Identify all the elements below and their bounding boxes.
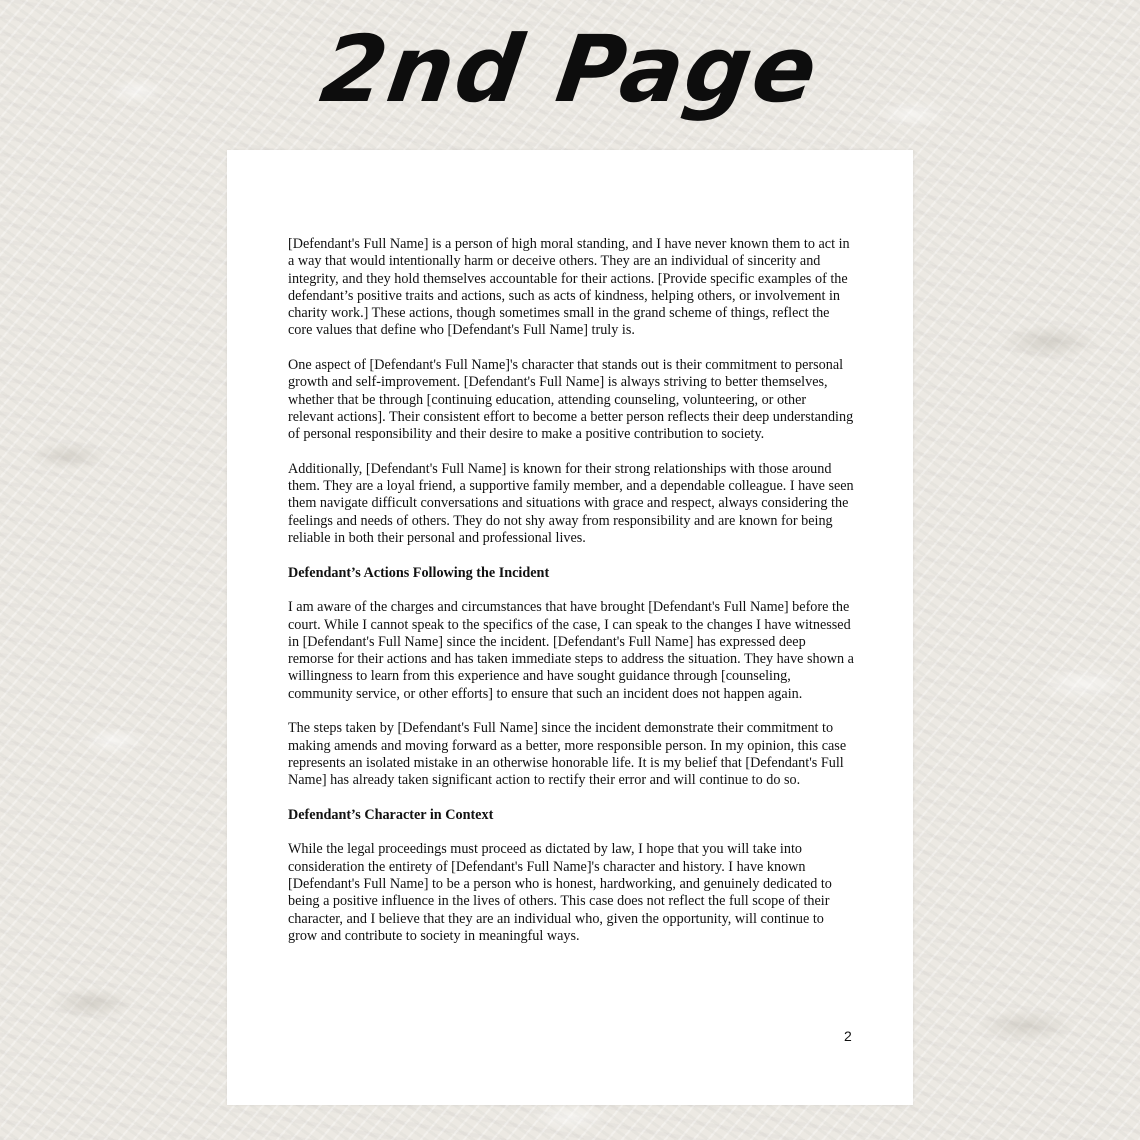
paragraph-legal-proceedings: While the legal proceedings must proceed as dictated by law, I hope that you will take into consideration the entirety of [Defendant's Full Name]'s character and history. I have known [Defendant's Full Name] to be a person who is honest, hardworking, and genuinely dedicated to being a positive influence in the lives of others. This case does not reflect the full scope of their character, and I believe that they are an individual who, given the opportunity, will continue to grow and contribute to society in meaningful ways. <box>288 841 832 944</box>
banner-title: 2nd Page <box>314 16 826 123</box>
document-body <box>288 236 854 962</box>
heading-actions-following-incident: Defendant’s Actions Following the Incident <box>288 564 550 581</box>
paragraph-relationships: Additionally, [Defendant's Full Name] is known for their strong relationships with those around them. They are a loyal friend, a supportive family member, and a dependable colleague. I have seen them navigate difficult conversations and situations with grace and respect, always considering the feelings and needs of others. They do not shy away from responsibility and are known for being reliable in both their personal and professional lives. <box>288 460 854 547</box>
paragraph-moral-standing: [Defendant's Full Name] is a person of high moral standing, and I have never known them to act in a way that would intentionally harm or deceive others. They are an individual of sincerity and integrity, and they hold themselves accountable for their actions. [Provide specific examples of the defendant’s positive traits and actions, such as acts of kindness, helping others, or involvement in charity work.] These actions, though sometimes small in the grand scheme of things, reflect the core values that define who [Defendant's Full Name] truly is. <box>288 236 850 339</box>
paragraph-steps-taken: The steps taken by [Defendant's Full Name] since the incident demonstrate their commitment to making amends and moving forward as a better, more responsible person. In my opinion, this case represents an isolated mistake in an otherwise honorable life. It is my belief that [Defendant's Full Name] has already taken significant action to rectify their error and will continue to do so. <box>288 720 847 789</box>
paragraph-personal-growth: One aspect of [Defendant's Full Name]'s character that stands out is their commitment to personal growth and self-improvement. [Defendant's Full Name] is always striving to better themselves, whether that be through [continuing education, attending counseling, volunteering, or other relevant actions]. Their consistent effort to become a better person reflects their deep understanding of personal responsibility and their desire to make a positive contribution to society. <box>288 357 854 443</box>
page-number: 2 <box>844 1028 852 1044</box>
paragraph-charges-and-remorse: I am aware of the charges and circumstances that have brought [Defendant's Full Name] before the court. While I cannot speak to the specifics of the case, I can speak to the changes I have witnessed in [Defendant's Full Name] since the incident. [Defendant's Full Name] has expressed deep remorse for their actions and has taken immediate steps to address the situation. They have shown a willingness to learn from this experience and have sought guidance through [counseling, community service, or other efforts] to ensure that such an incident does not happen again. <box>288 599 854 702</box>
document-page <box>227 150 913 1105</box>
heading-character-in-context: Defendant’s Character in Context <box>288 806 494 823</box>
